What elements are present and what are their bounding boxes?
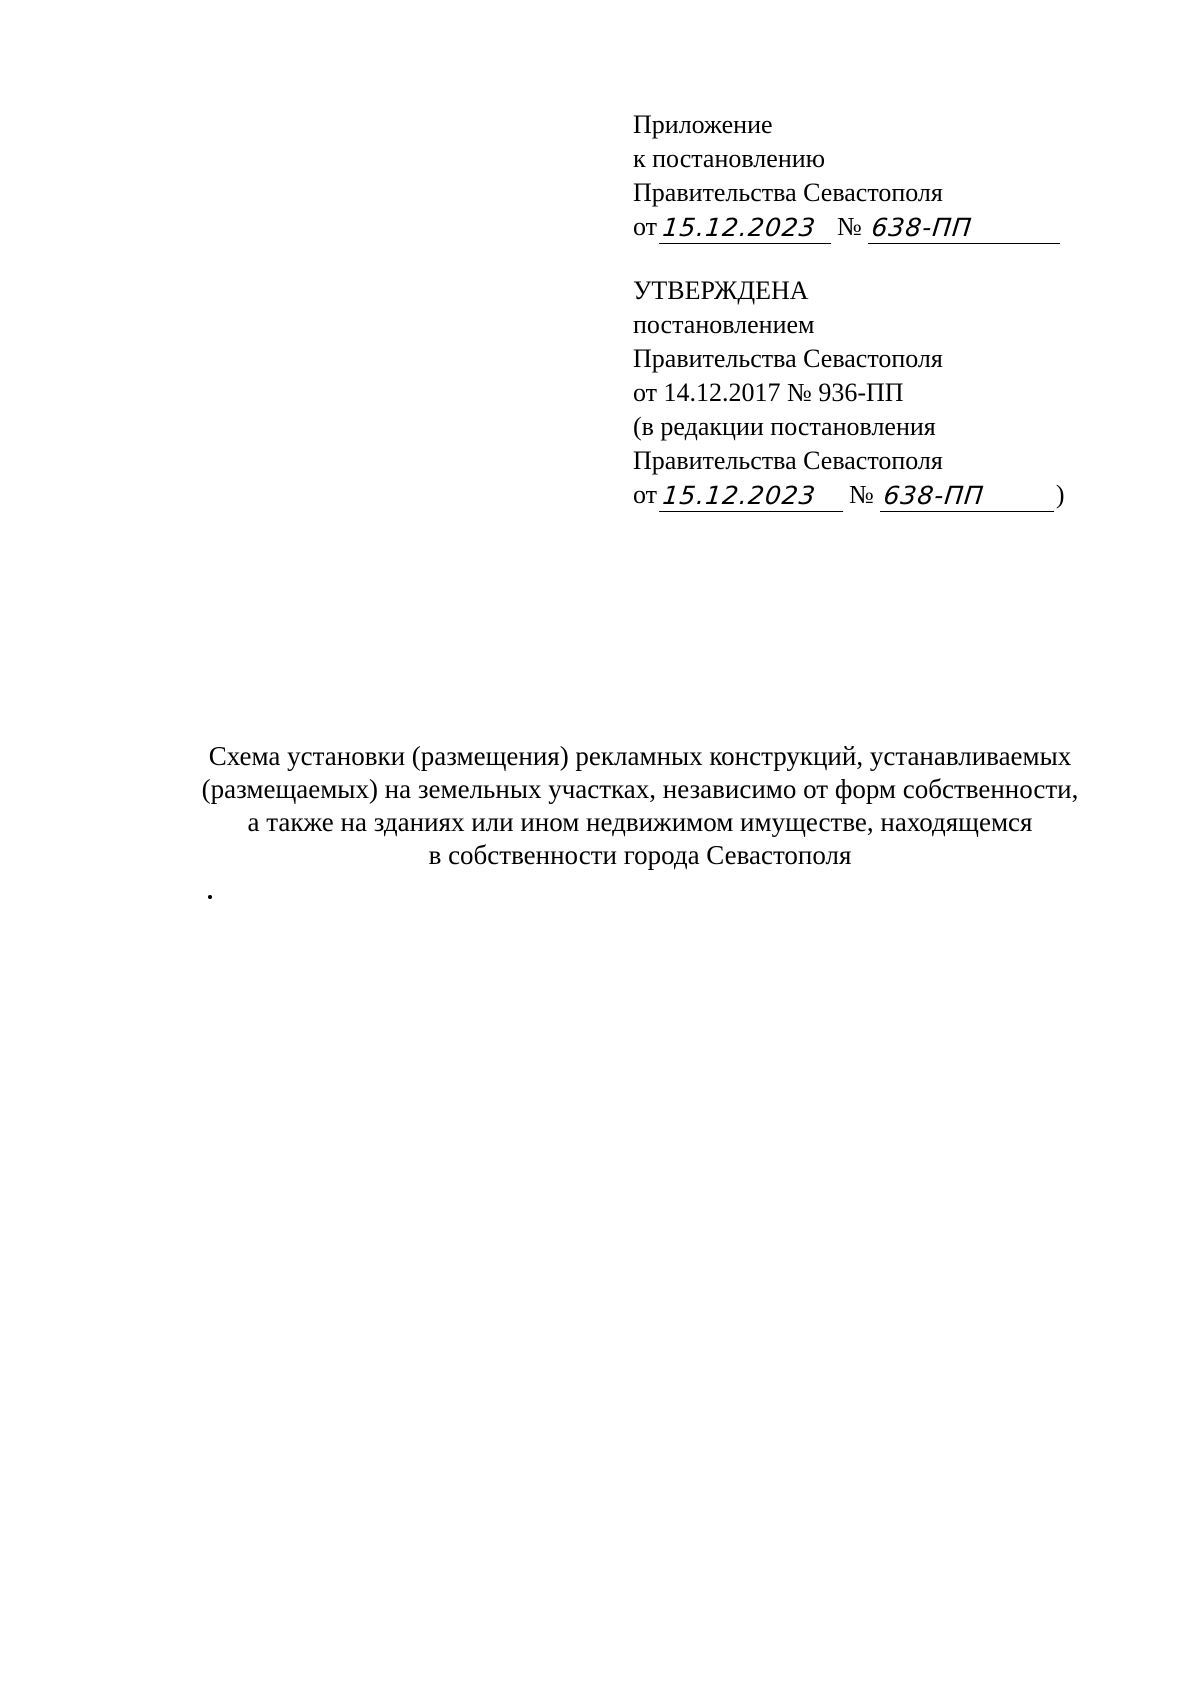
appendix-line: к постановлению xyxy=(633,144,826,173)
approved-heading: УТВЕРЖДЕНА xyxy=(633,276,809,305)
approved-line: от 14.12.2017 № 936-ПП xyxy=(633,378,904,407)
appendix-line: Правительства Севастополя xyxy=(633,178,943,207)
appendix-date-line xyxy=(633,210,1060,244)
from-label: от xyxy=(633,212,658,241)
closing-parenthesis: ) xyxy=(1055,480,1065,509)
from-label: от xyxy=(633,480,658,509)
approved-line: Правительства Севастополя xyxy=(633,344,943,373)
approved-date-line xyxy=(633,478,1065,512)
title-line: Схема установки (размещения) рекламных конструкций, устанавливаемых xyxy=(208,741,1072,771)
title-line: а также на зданиях или ином недвижимом имуществе, находящемся xyxy=(247,807,1033,837)
stray-dot-mark xyxy=(208,895,212,899)
handwritten-number: 638-ПП xyxy=(868,213,1063,244)
approved-line: постановлением xyxy=(633,310,815,339)
approved-block xyxy=(633,274,1065,512)
approved-line: (в редакции постановления xyxy=(633,412,936,441)
handwritten-number: 638-ПП xyxy=(880,481,1057,512)
approved-line: Правительства Севастополя xyxy=(633,446,943,475)
appendix-heading: Приложение xyxy=(633,110,773,139)
title-line: в собственности города Севастополя xyxy=(428,840,852,870)
appendix-block xyxy=(633,108,1060,244)
number-sign: № xyxy=(849,480,874,509)
document-title xyxy=(150,740,1130,872)
handwritten-date: 15.12.2023 xyxy=(659,481,846,512)
number-sign: № xyxy=(837,212,862,241)
title-line: (размещаемых) на земельных участках, независимо от форм собственности, xyxy=(201,774,1079,804)
handwritten-date: 15.12.2023 xyxy=(659,213,834,244)
